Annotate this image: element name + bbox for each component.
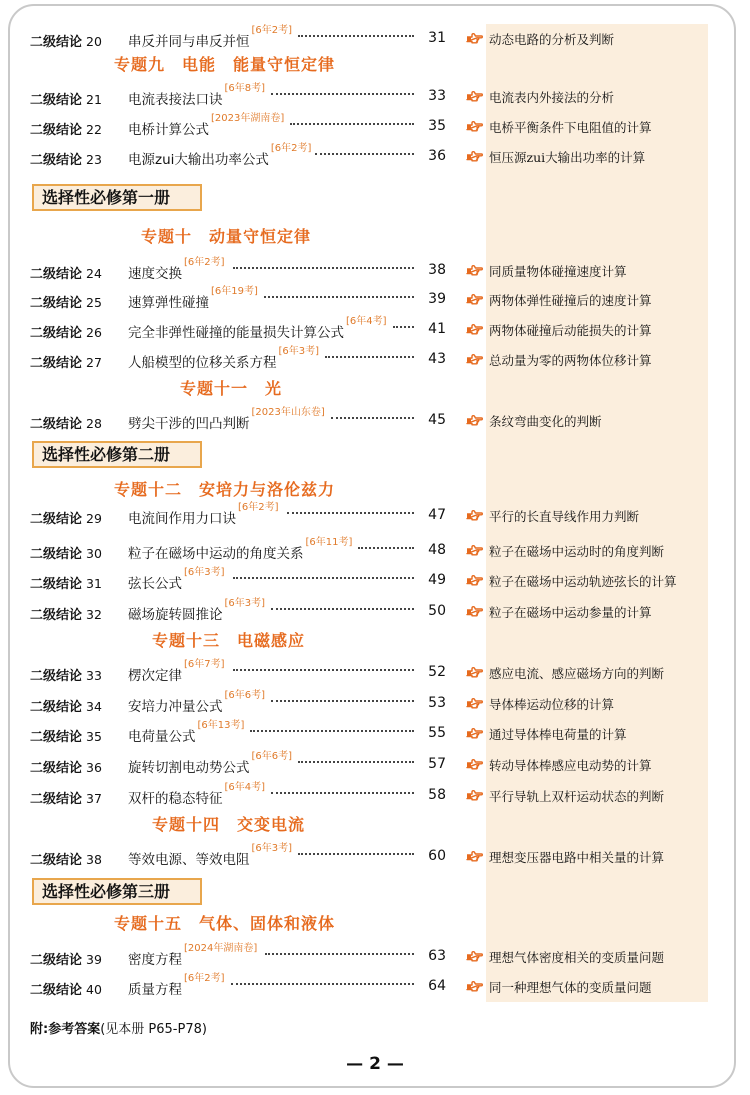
entry-title[interactable]: 弦长公式 [128, 576, 182, 592]
entry-label-text: 二级结论 [30, 296, 83, 311]
pointing-hand-icon [466, 572, 483, 586]
footnote-bold: 附:参考答案 [30, 1022, 101, 1037]
entry-title[interactable]: 安培力冲量公式 [128, 699, 223, 715]
topic-heading: 专题九 电能 能量守恒定律 [114, 55, 336, 74]
exam-frequency-tag: [6年4考] [346, 316, 387, 327]
exam-frequency-tag: [6年4考] [224, 782, 266, 793]
toc-entry-row[interactable] [0, 284, 750, 314]
toc-entry-row[interactable] [0, 535, 750, 565]
pointing-hand-icon [466, 321, 483, 335]
dot-leader [315, 153, 414, 157]
entry-page-number[interactable]: 41 [428, 321, 446, 337]
exam-frequency-tag: [6年19考] [211, 286, 258, 297]
pointing-hand-icon [466, 542, 483, 556]
entry-title[interactable]: 楞次定律 [128, 668, 182, 684]
exam-frequency-tag: [6年13考] [197, 720, 245, 731]
pointing-hand-icon [466, 725, 483, 739]
entry-label [30, 89, 102, 108]
dot-leader [231, 983, 414, 987]
section-heading: 选择性必修第三册 [32, 878, 202, 905]
entry-label [30, 979, 102, 998]
entry-description: 平行的长直导线作用力判断 [489, 509, 640, 524]
section-heading: 选择性必修第二册 [32, 441, 202, 468]
topic-heading: 专题十四 交变电流 [152, 815, 306, 834]
entry-number: 21 [86, 92, 102, 107]
dot-leader [290, 123, 414, 127]
toc-entry-row[interactable] [0, 344, 750, 374]
topic-heading: 专题十五 气体、固体和液体 [114, 914, 336, 933]
entry-number: 20 [86, 34, 102, 49]
entry-label-text: 二级结论 [30, 267, 83, 282]
dot-leader [264, 296, 414, 300]
entry-number: 34 [86, 699, 102, 714]
entry-description: 理想变压器电路中相关量的计算 [489, 850, 665, 865]
footnote [30, 1018, 207, 1037]
entry-number: 22 [86, 122, 102, 137]
toc-entry-row[interactable] [0, 941, 750, 971]
toc-entry-row[interactable] [0, 718, 750, 748]
entry-label-text: 二级结论 [30, 547, 83, 562]
entry-number: 39 [86, 952, 102, 967]
entry-label [30, 696, 102, 715]
entry-title[interactable]: 粒子在磁场中运动的角度关系 [128, 546, 304, 562]
pointing-hand-icon [466, 291, 483, 305]
entry-label-text: 二级结论 [30, 700, 83, 715]
entry-number: 25 [86, 295, 102, 310]
toc-entry-row[interactable] [0, 565, 750, 595]
entry-description: 粒子在磁场中运动轨迹弦长的计算 [489, 574, 677, 589]
toc-entry-row[interactable] [0, 596, 750, 626]
entry-label-text: 二级结论 [30, 153, 83, 168]
entry-number: 38 [86, 852, 102, 867]
entry-description: 恒压源zui大输出功率的计算 [489, 150, 646, 165]
exam-frequency-tag: [2023年湖南卷] [211, 113, 285, 124]
entry-title[interactable]: 速度交换 [128, 266, 182, 282]
toc-entry-row[interactable] [0, 405, 750, 435]
entry-page-number[interactable]: 48 [428, 542, 446, 558]
exam-frequency-tag: [6年7考] [184, 659, 225, 670]
entry-title[interactable]: 电荷量公式 [128, 729, 196, 745]
entry-label [30, 757, 102, 776]
entry-page-number[interactable]: 50 [428, 603, 446, 619]
dot-leader [250, 730, 414, 734]
entry-title[interactable]: 电流间作用力口诀 [128, 511, 236, 527]
entry-page-number[interactable]: 43 [428, 351, 446, 367]
entry-number: 40 [86, 982, 102, 997]
entry-title[interactable]: 人船模型的位移关系方程 [128, 355, 277, 371]
entry-label-text: 二级结论 [30, 608, 83, 623]
entry-description: 粒子在磁场中运动参量的计算 [489, 605, 652, 620]
toc-entry-row[interactable] [0, 841, 750, 871]
toc-entry-row[interactable] [0, 255, 750, 285]
topic-heading: 专题十一 光 [180, 379, 283, 398]
pointing-hand-icon [466, 88, 483, 102]
exam-frequency-tag: [6年3考] [224, 598, 266, 609]
dot-leader [271, 608, 414, 612]
toc-entry-row[interactable] [0, 314, 750, 344]
toc-entry-row[interactable] [0, 749, 750, 779]
entry-label-text: 二级结论 [30, 326, 83, 341]
entry-title[interactable]: 串反并同与串反并恒 [128, 34, 250, 50]
entry-label-text: 二级结论 [30, 853, 83, 868]
toc-entry-row[interactable] [0, 500, 750, 530]
entry-description: 平行导轨上双杆运动状态的判断 [489, 789, 665, 804]
dot-leader [287, 512, 414, 516]
entry-title[interactable]: 旋转切割电动势公式 [128, 760, 250, 776]
exam-frequency-tag: [6年3考] [251, 843, 293, 854]
entry-description: 动态电路的分析及判断 [489, 32, 615, 47]
entry-description: 感应电流、感应磁场方向的判断 [489, 666, 665, 681]
topic-heading: 专题十 动量守恒定律 [141, 227, 312, 246]
entry-title[interactable]: 完全非弹性碰撞的能量损失计算公式 [128, 325, 344, 341]
entry-page-number[interactable]: 39 [428, 291, 446, 307]
dot-leader [233, 577, 414, 581]
entry-label-text: 二级结论 [30, 761, 83, 776]
entry-description: 总动量为零的两物体位移计算 [489, 353, 652, 368]
pointing-hand-icon [466, 664, 483, 678]
entry-number: 37 [86, 791, 102, 806]
entry-title[interactable]: 劈尖干涉的凹凸判断 [128, 416, 250, 432]
exam-frequency-tag: [6年6考] [224, 690, 266, 701]
pointing-hand-icon [466, 695, 483, 709]
pointing-hand-icon [466, 351, 483, 365]
entry-page-number[interactable]: 49 [428, 572, 446, 588]
entry-page-number[interactable]: 31 [428, 30, 446, 46]
entry-page-number[interactable]: 63 [428, 948, 446, 964]
entry-page-number[interactable]: 57 [428, 756, 446, 772]
entry-page-number[interactable]: 33 [428, 88, 446, 104]
pointing-hand-icon [466, 848, 483, 862]
pointing-hand-icon [466, 148, 483, 162]
entry-label [30, 788, 102, 807]
entry-label [30, 31, 102, 50]
exam-frequency-tag: [6年2考] [184, 973, 225, 984]
entry-number: 29 [86, 511, 102, 526]
entry-label [30, 726, 102, 745]
toc-entry-row[interactable] [0, 971, 750, 1001]
exam-frequency-tag: [6年8考] [224, 83, 266, 94]
dot-leader [271, 792, 414, 796]
entry-label [30, 665, 102, 684]
section-heading: 选择性必修第一册 [32, 184, 202, 211]
entry-description: 理想气体密度相关的变质量问题 [489, 950, 665, 965]
entry-title[interactable]: 密度方程 [128, 952, 182, 968]
entry-number: 32 [86, 607, 102, 622]
toc-entry-row[interactable] [0, 23, 750, 53]
pointing-hand-icon [466, 412, 483, 426]
pointing-hand-icon [466, 787, 483, 801]
toc-entry-row[interactable] [0, 141, 750, 171]
entry-page-number[interactable]: 55 [428, 725, 446, 741]
entry-title[interactable]: 电源zui大输出功率公式 [128, 152, 269, 168]
entry-description: 通过导体棒电荷量的计算 [489, 727, 627, 742]
entry-number: 35 [86, 729, 102, 744]
toc-entry-row[interactable] [0, 780, 750, 810]
entry-label-text: 二级结论 [30, 512, 83, 527]
entry-label-text: 二级结论 [30, 417, 83, 432]
page-number: — 2 — [346, 1054, 404, 1074]
entry-description: 粒子在磁场中运动时的角度判断 [489, 544, 665, 559]
pointing-hand-icon [466, 978, 483, 992]
pointing-hand-icon [466, 30, 483, 44]
entry-label [30, 322, 102, 341]
entry-label [30, 413, 102, 432]
entry-number: 23 [86, 152, 102, 167]
entry-title[interactable]: 电流表接法口诀 [128, 92, 223, 108]
topic-heading: 专题十二 安培力与洛伦兹力 [114, 480, 336, 499]
entry-label [30, 508, 102, 527]
entry-page-number[interactable]: 36 [428, 148, 446, 164]
entry-number: 31 [86, 576, 102, 591]
entry-page-number[interactable]: 45 [428, 412, 446, 428]
exam-frequency-tag: [6年2考] [251, 25, 293, 36]
entry-description: 两物体碰撞后动能损失的计算 [489, 323, 652, 338]
toc-entry-row[interactable] [0, 657, 750, 687]
entry-title[interactable]: 磁场旋转圆推论 [128, 607, 223, 623]
entry-description: 同一种理想气体的变质量问题 [489, 980, 652, 995]
toc-entry-row[interactable] [0, 81, 750, 111]
exam-frequency-tag: [6年6考] [251, 751, 293, 762]
dot-leader [265, 953, 414, 957]
entry-number: 27 [86, 355, 102, 370]
pointing-hand-icon [466, 948, 483, 962]
entry-label [30, 149, 102, 168]
entry-number: 26 [86, 325, 102, 340]
entry-description: 条纹弯曲变化的判断 [489, 414, 602, 429]
exam-frequency-tag: [6年11考] [305, 537, 353, 548]
entry-label-text: 二级结论 [30, 356, 83, 371]
entry-title[interactable]: 等效电源、等效电阻 [128, 852, 250, 868]
entry-title[interactable]: 质量方程 [128, 982, 182, 998]
dot-leader [298, 853, 414, 857]
exam-frequency-tag: [6年3考] [278, 346, 320, 357]
entry-label-text: 二级结论 [30, 792, 83, 807]
entry-page-number[interactable]: 35 [428, 118, 446, 134]
entry-page-number[interactable]: 58 [428, 787, 446, 803]
entry-label [30, 573, 102, 592]
pointing-hand-icon [466, 262, 483, 276]
entry-description: 电流表内外接法的分析 [489, 90, 615, 105]
entry-label [30, 119, 102, 138]
dot-leader [271, 93, 414, 97]
exam-frequency-tag: [6年2考] [238, 502, 279, 513]
entry-page-number[interactable]: 47 [428, 507, 446, 523]
exam-frequency-tag: [2023年山东卷] [251, 407, 325, 418]
entry-page-number[interactable]: 52 [428, 664, 446, 680]
entry-label-text: 二级结论 [30, 730, 83, 745]
exam-frequency-tag: [6年2考] [184, 257, 225, 268]
entry-label-text: 二级结论 [30, 577, 83, 592]
entry-label-text: 二级结论 [30, 669, 83, 684]
entry-label [30, 604, 102, 623]
dot-leader [298, 761, 414, 765]
entry-page-number[interactable]: 38 [428, 262, 446, 278]
entry-description: 导体棒运动位移的计算 [489, 697, 615, 712]
entry-page-number[interactable]: 60 [428, 848, 446, 864]
entry-label-text: 二级结论 [30, 93, 83, 108]
footnote-rest: (见本册 P65-P78) [100, 1022, 207, 1037]
entry-description: 同质量物体碰撞速度计算 [489, 264, 627, 279]
entry-label-text: 二级结论 [30, 35, 83, 50]
dot-leader [393, 326, 414, 330]
toc-entry-row[interactable] [0, 111, 750, 141]
entry-number: 33 [86, 668, 102, 683]
entry-label [30, 292, 102, 311]
dot-leader [325, 356, 414, 360]
entry-page-number[interactable]: 64 [428, 978, 446, 994]
toc-entry-row[interactable] [0, 688, 750, 718]
pointing-hand-icon [466, 118, 483, 132]
dot-leader [233, 669, 414, 673]
entry-title[interactable]: 速算弹性碰撞 [128, 295, 209, 311]
topic-heading: 专题十三 电磁感应 [152, 631, 306, 650]
entry-title[interactable]: 电桥计算公式 [128, 122, 209, 138]
exam-frequency-tag: [6年2考] [270, 143, 312, 154]
entry-page-number[interactable]: 53 [428, 695, 446, 711]
exam-frequency-tag: [2024年湖南卷] [184, 943, 258, 954]
entry-number: 28 [86, 416, 102, 431]
dot-leader [331, 417, 414, 421]
entry-description: 转动导体棒感应电动势的计算 [489, 758, 652, 773]
dot-leader [271, 700, 414, 704]
dot-leader [358, 547, 414, 551]
entry-label [30, 949, 102, 968]
pointing-hand-icon [466, 507, 483, 521]
entry-label-text: 二级结论 [30, 123, 83, 138]
entry-number: 30 [86, 546, 102, 561]
pointing-hand-icon [466, 756, 483, 770]
entry-number: 24 [86, 266, 102, 281]
entry-label [30, 543, 102, 562]
entry-label [30, 263, 102, 282]
dot-leader [298, 35, 414, 39]
entry-label-text: 二级结论 [30, 983, 83, 998]
entry-description: 电桥平衡条件下电阻值的计算 [489, 120, 652, 135]
entry-label [30, 849, 102, 868]
pointing-hand-icon [466, 603, 483, 617]
entry-description: 两物体弹性碰撞后的速度计算 [489, 293, 652, 308]
entry-label [30, 352, 102, 371]
entry-title[interactable]: 双杆的稳态特征 [128, 791, 223, 807]
exam-frequency-tag: [6年3考] [184, 567, 225, 578]
dot-leader [233, 267, 414, 271]
entry-number: 36 [86, 760, 102, 775]
entry-label-text: 二级结论 [30, 953, 83, 968]
